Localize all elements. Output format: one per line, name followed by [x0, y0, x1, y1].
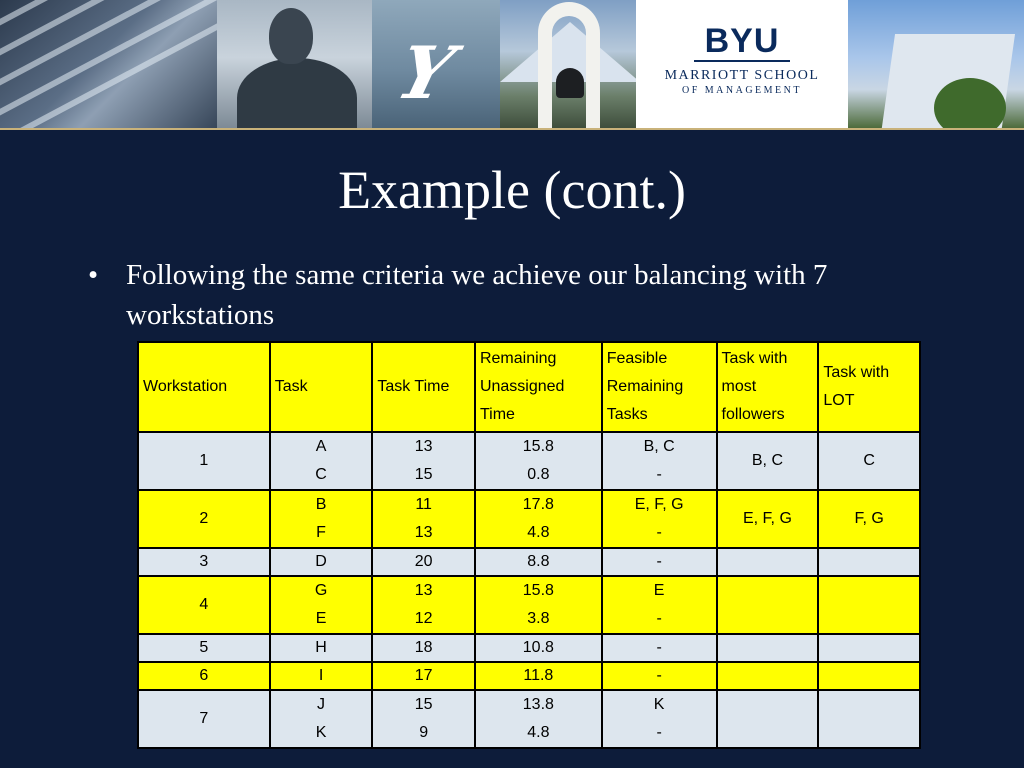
remaining-time-cell: 17.8 4.8 — [475, 490, 602, 548]
lot-cell: C — [818, 432, 920, 490]
feasible-tasks-cell: E, F, G - — [602, 490, 717, 548]
task-cell: B F — [270, 490, 373, 548]
column-header: Task — [270, 342, 373, 432]
workstation-cell: 5 — [138, 634, 270, 662]
feasible-tasks-cell: - — [602, 662, 717, 690]
most-followers-cell — [717, 576, 819, 634]
column-header: Workstation — [138, 342, 270, 432]
lot-cell — [818, 690, 920, 748]
task-cell: I — [270, 662, 373, 690]
column-header: Task Time — [372, 342, 475, 432]
workstation-cell: 3 — [138, 548, 270, 576]
task-time-cell: 18 — [372, 634, 475, 662]
most-followers-cell: B, C — [717, 432, 819, 490]
remaining-time-cell: 13.8 4.8 — [475, 690, 602, 748]
workstation-cell: 7 — [138, 690, 270, 748]
header-banner — [0, 0, 1024, 130]
column-header: Feasible Remaining Tasks — [602, 342, 717, 432]
lot-cell — [818, 634, 920, 662]
task-time-cell: 15 9 — [372, 690, 475, 748]
table-row — [138, 490, 920, 548]
most-followers-cell — [717, 690, 819, 748]
table-row — [138, 690, 920, 748]
y-mountain-photo: Y — [372, 0, 500, 128]
feasible-tasks-cell: K - — [602, 690, 717, 748]
most-followers-cell — [717, 662, 819, 690]
task-time-cell: 13 12 — [372, 576, 475, 634]
logo-subtitle: OF MANAGEMENT — [682, 85, 802, 96]
line-balancing-table — [137, 341, 921, 749]
most-followers-cell — [717, 634, 819, 662]
remaining-time-cell: 15.8 0.8 — [475, 432, 602, 490]
building-photo — [0, 0, 217, 128]
lot-cell — [818, 548, 920, 576]
table-row — [138, 576, 920, 634]
campus-tower-photo — [848, 0, 1024, 128]
remaining-time-cell: 15.8 3.8 — [475, 576, 602, 634]
statue-photo — [217, 0, 372, 128]
workstation-cell: 1 — [138, 432, 270, 490]
lot-cell — [818, 662, 920, 690]
table-row — [138, 548, 920, 576]
most-followers-cell: E, F, G — [717, 490, 819, 548]
bullet-text: Following the same criteria we achieve our balancing with 7 workstations — [126, 259, 828, 331]
table-header-row — [138, 342, 920, 432]
table-row — [138, 432, 920, 490]
task-cell: J K — [270, 690, 373, 748]
feasible-tasks-cell: B, C - — [602, 432, 717, 490]
task-time-cell: 13 15 — [372, 432, 475, 490]
task-cell: G E — [270, 576, 373, 634]
feasible-tasks-cell: - — [602, 634, 717, 662]
slide-title: Example (cont.) — [338, 160, 686, 220]
remaining-time-cell: 11.8 — [475, 662, 602, 690]
remaining-time-cell: 10.8 — [475, 634, 602, 662]
feasible-tasks-cell: - — [602, 548, 717, 576]
workstation-cell: 4 — [138, 576, 270, 634]
byu-marriott-logo — [636, 0, 848, 128]
task-time-cell: 17 — [372, 662, 475, 690]
table-row — [138, 662, 920, 690]
banner-divider — [0, 128, 1024, 130]
workstation-cell: 6 — [138, 662, 270, 690]
logo-name: BYU — [704, 22, 780, 60]
lot-cell — [818, 576, 920, 634]
task-cell: H — [270, 634, 373, 662]
task-cell: A C — [270, 432, 373, 490]
remaining-time-cell: 8.8 — [475, 548, 602, 576]
most-followers-cell — [717, 548, 819, 576]
column-header: Task with LOT — [818, 342, 920, 432]
bell-arch-photo — [500, 0, 636, 128]
column-header: Remaining Unassigned Time — [475, 342, 602, 432]
feasible-tasks-cell: E - — [602, 576, 717, 634]
column-header: Task with most followers — [717, 342, 819, 432]
task-time-cell: 20 — [372, 548, 475, 576]
workstation-cell: 2 — [138, 490, 270, 548]
bullet-icon: • — [88, 259, 99, 291]
task-cell: D — [270, 548, 373, 576]
lot-cell: F, G — [818, 490, 920, 548]
logo-school: MARRIOTT SCHOOL — [664, 68, 820, 83]
task-time-cell: 11 13 — [372, 490, 475, 548]
table-row — [138, 634, 920, 662]
